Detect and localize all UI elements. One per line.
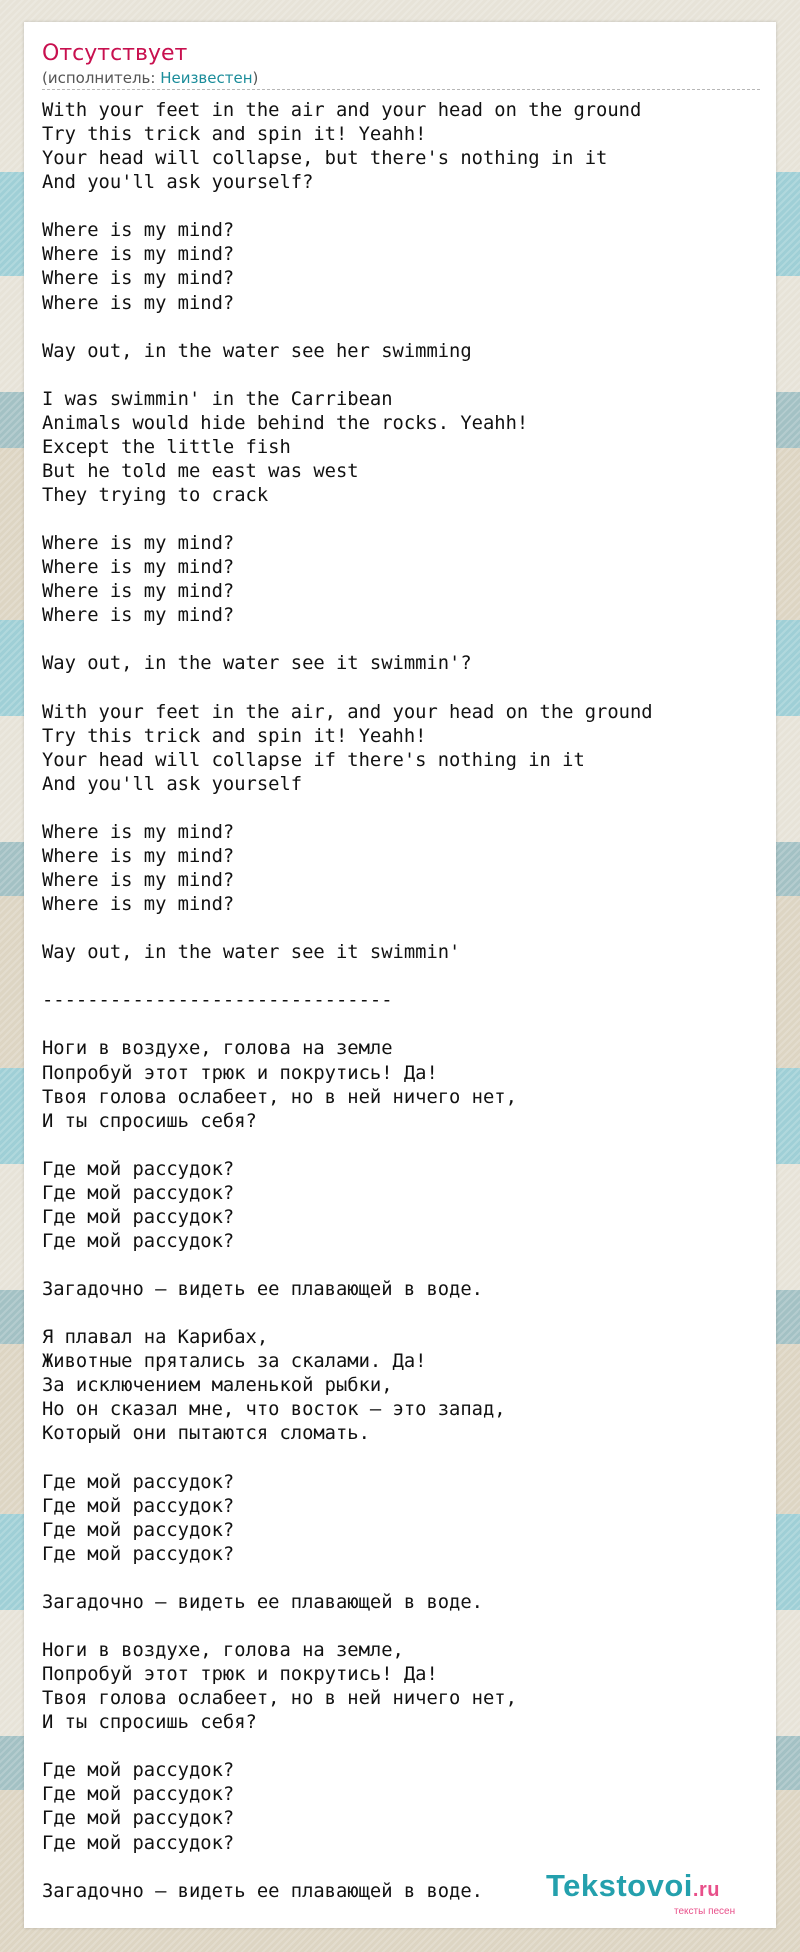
logo-tld: .ru [692,1879,720,1901]
dashed-divider [42,89,760,90]
artist-prefix: (исполнитель: [42,69,161,87]
site-logo[interactable] [546,1868,720,1904]
logo-main: Tekstovoi [546,1868,693,1903]
logo-tagline: тексты песен [674,1906,736,1917]
lyrics-card [24,22,776,1928]
song-title: Отсутствует [42,41,188,66]
artist-suffix: ) [252,69,259,87]
lyrics-text: With your feet in the air and your head on the ground Try this trick and spin it! Yeahh! Your head will collapse, but there's nothing in it And you'll ask yourself? Where is my mind? Where is my mind? Where is my mind? Where is my mind? Way out, in the water see her swimming I was swimmin' in the Carribean Animals would hide behind the rocks. Yeahh! Except the little fish But he told me east was west They trying to crack Where is my mind? Where is my mind? Where is my mind? Where is my mind? Way out, in the water see it swimmin'? With your feet in the air, and your head on the ground Try this trick and spin it! Yeahh! Your head will collapse if there's nothing in it And you'll ask yourself Where is my mind? Where is my mind? Where is my mind? Where is my mind? Way out, in the water see it swimmin' ------------------------------- Ноги в воздухе, голова на земле Попробуй этот трюк и покрутись! Да! Твоя голова ослабеет, но в ней ничего нет, И ты спросишь себя? Где мой рассудок? Где мой рассудок? Где мой рассудок? Где мой рассудок? Загадочно — видеть ее плавающей в воде. Я плавал на Карибах, Животные прятались за скалами. Да! За исключением маленькой рыбки, Но он сказал мне, что восток — это запад, Который они пытаются сломать. Где мой рассудок? Где мой рассудок? Где мой рассудок? Где мой рассудок? Загадочно — видеть ее плавающей в воде. Ноги в воздухе, голова на земле, Попробуй этот трюк и покрутись! Да! Твоя голова ослабеет, но в ней ничего нет, И ты спросишь себя? Где мой рассудок? Где мой рассудок? Где мой рассудок? Где мой рассудок? Загадочно — видеть ее плавающей в воде. [42,100,653,1902]
artist-link[interactable]: Неизвестен [160,69,253,87]
artist-line [42,68,258,88]
